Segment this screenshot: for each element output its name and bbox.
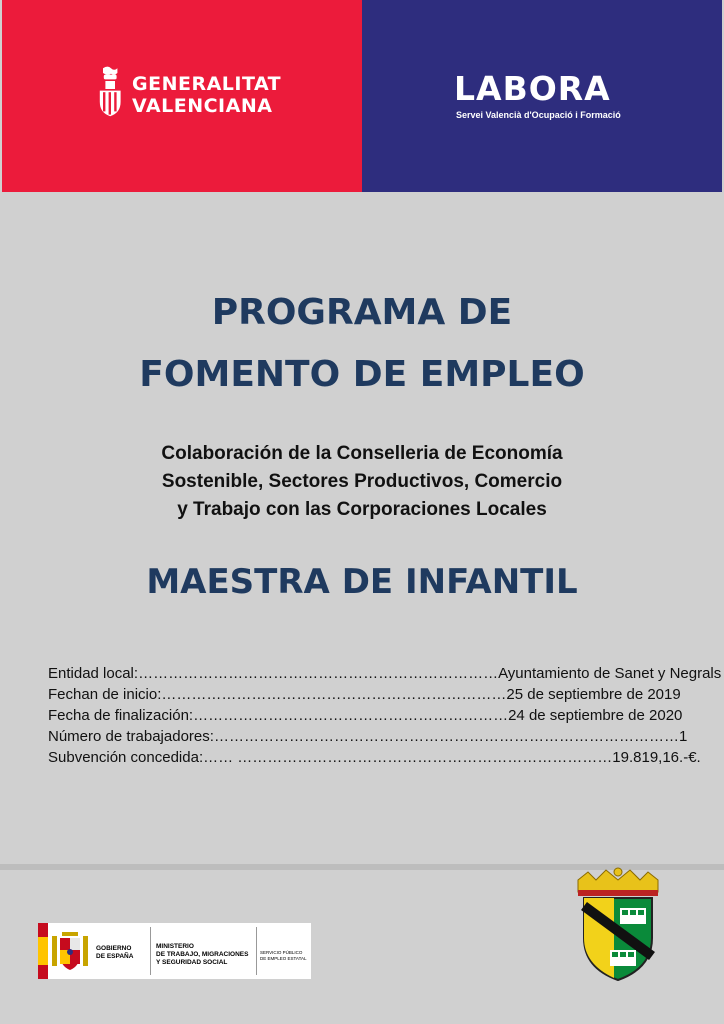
gobierno-text <box>96 945 133 961</box>
subtitle-line-3: y Trabajo con las Corporaciones Locales <box>177 499 547 520</box>
generalitat-line2: VALENCIANA <box>132 95 273 117</box>
sepe-line2: DE EMPLEO ESTATAL <box>260 956 307 961</box>
ministry-separator <box>150 927 151 975</box>
generalitat-logo-text <box>132 73 281 117</box>
detail-row-trabajadores <box>48 726 688 747</box>
detail-label: Fecha de finalización: <box>48 707 194 724</box>
sepe-line1: SERVICIO PÚBLICO <box>260 950 303 955</box>
detail-row-inicio <box>48 684 681 705</box>
job-title: MAESTRA DE INFANTIL <box>146 562 578 602</box>
detail-dots: …………………………………………………………… <box>161 686 507 703</box>
ministerio-text <box>156 943 248 967</box>
detail-dots: …… ………………………………………………………………… <box>203 749 613 766</box>
gobierno-line1: GOBIERNO <box>96 945 132 952</box>
subtitle-line-2: Sostenible, Sectores Productivos, Comercio <box>161 471 563 492</box>
spain-flag-strip <box>38 923 48 979</box>
detail-value: 19.819,16.-€. <box>612 749 701 766</box>
generalitat-line1: GENERALITAT <box>132 73 282 95</box>
ministerio-line3: Y SEGURIDAD SOCIAL <box>156 959 228 966</box>
sepe-text <box>260 950 307 962</box>
detail-row-entidad <box>48 663 722 684</box>
subtitle-line-1: Colaboración de la Conselleria de Economía <box>161 443 563 464</box>
labora-logo-subtitle: Servei Valencià d'Ocupació i Formació <box>456 110 621 120</box>
gobierno-line2: DE ESPAÑA <box>96 953 134 960</box>
detail-label: Número de trabajadores: <box>48 728 214 745</box>
detail-label: Fechan de inicio: <box>48 686 162 703</box>
detail-value: 1 <box>678 728 688 745</box>
detail-label: Entidad local: <box>48 665 139 682</box>
ministerio-line2: DE TRABAJO, MIGRACIONES <box>156 951 249 958</box>
sepe-separator <box>256 927 257 975</box>
generalitat-crest-icon <box>95 62 127 132</box>
detail-row-finalizacion <box>48 705 683 726</box>
page-title <box>0 282 724 406</box>
title-line-2: FOMENTO DE EMPLEO <box>139 354 585 395</box>
details-list <box>48 663 722 768</box>
detail-value: 25 de septiembre de 2019 <box>506 686 681 703</box>
detail-value: Ayuntamiento de Sanet y Negrals <box>498 665 722 682</box>
municipal-shield-icon <box>570 866 666 984</box>
spain-coat-of-arms-icon <box>50 928 90 974</box>
labora-logo-title: LABORA <box>454 69 611 108</box>
ministerio-line1: MINISTERIO <box>156 943 194 950</box>
detail-dots: ………………………………………………………………………………… <box>213 728 679 745</box>
detail-dots: ……………………………………………………… <box>193 707 509 724</box>
collaboration-subtitle <box>0 440 724 524</box>
detail-label: Subvención concedida: <box>48 749 204 766</box>
title-line-1: PROGRAMA DE <box>211 292 513 333</box>
detail-dots: ……………………………………………………………… <box>138 665 499 682</box>
detail-value: 24 de septiembre de 2020 <box>508 707 683 724</box>
detail-row-subvencion <box>48 747 701 768</box>
